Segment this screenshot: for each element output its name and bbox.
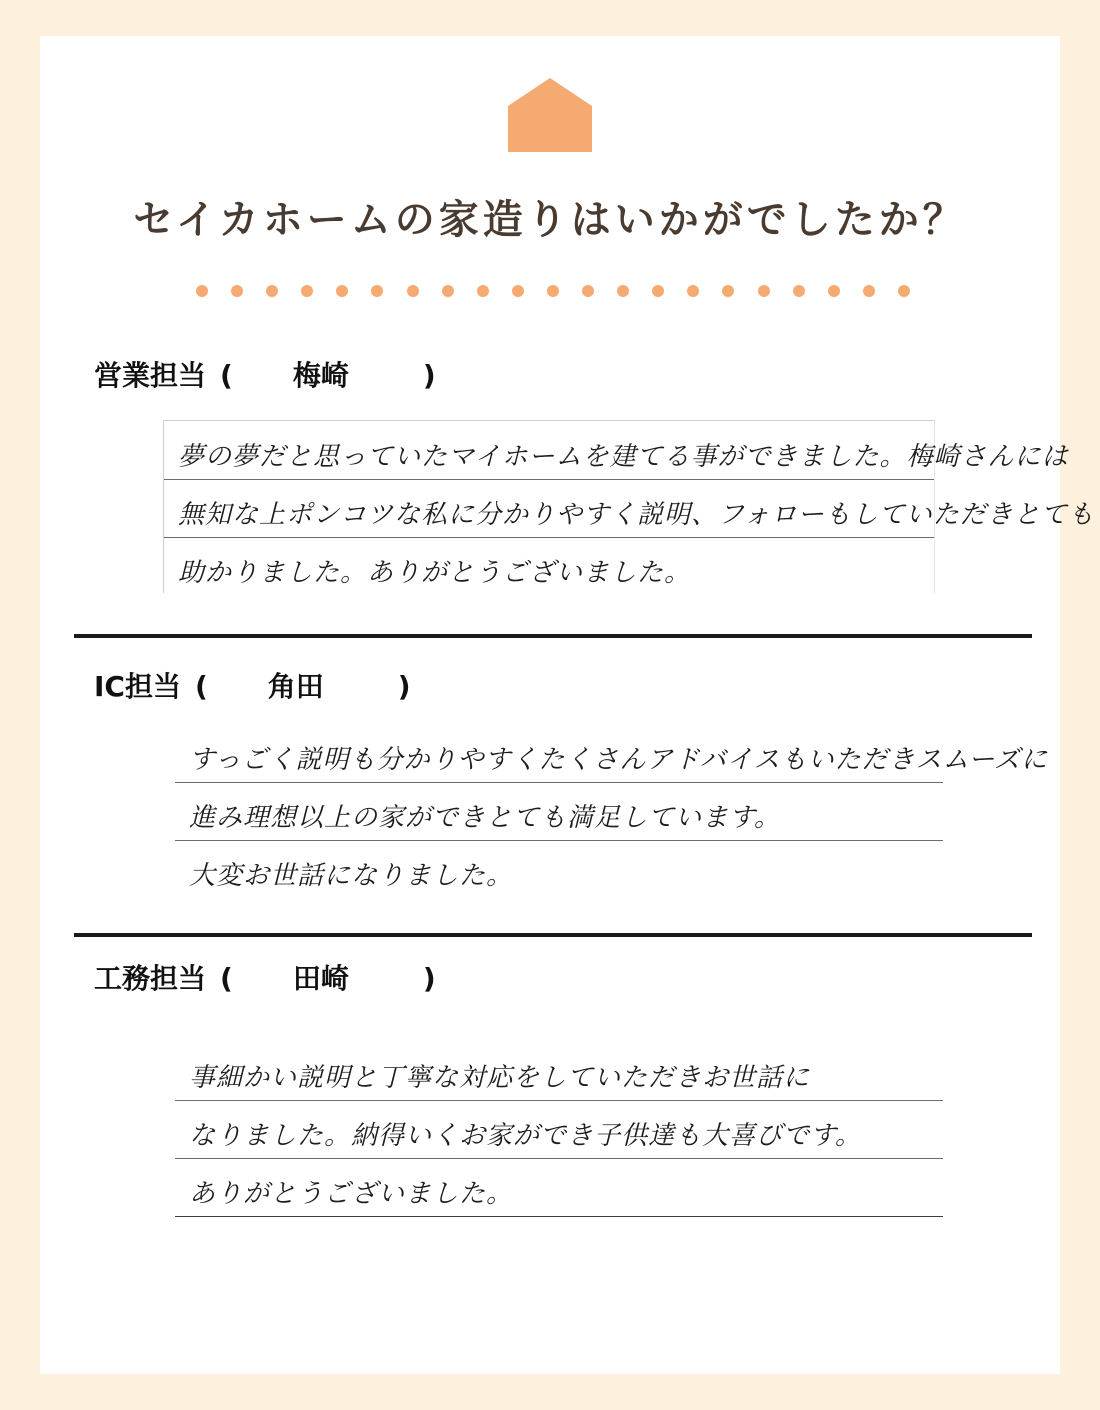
note-line xyxy=(175,724,1049,783)
handwritten-note-sales xyxy=(163,420,1095,593)
dotted-divider xyxy=(196,284,910,298)
note-text: すっごく説明も分かりやすくたくさんアドバイスもいただきスムーズに xyxy=(189,745,1049,775)
page-title: セイカホームの家造りはいかがでしたか？ xyxy=(133,197,967,243)
paren-close: ) xyxy=(422,962,436,995)
note-text: 助かりました。ありがとうございました。 xyxy=(178,558,692,588)
staff-name: 梅崎 xyxy=(292,359,349,392)
note-line xyxy=(164,537,934,595)
house-icon xyxy=(508,78,592,152)
section-divider xyxy=(74,933,1032,937)
paren-open: ( xyxy=(220,359,233,392)
note-text: 事細かい説明と丁寧な対応をしていただきお世話に xyxy=(189,1063,811,1093)
paren-open: ( xyxy=(194,670,208,703)
note-line xyxy=(175,840,943,898)
note-text: 夢の夢だと思っていたマイホームを建てる事ができました。梅崎さんには xyxy=(178,442,1069,472)
note-text: 無知な上ポンコツな私に分かりやすく説明、フォローもしていただきとても xyxy=(178,500,1095,530)
note-line xyxy=(175,1100,943,1159)
handwritten-note-construction xyxy=(175,1042,943,1220)
staff-name: 田崎 xyxy=(292,962,349,995)
paren-close: ) xyxy=(422,359,436,392)
role-label: 工務担当 xyxy=(94,962,207,995)
paren-close: ) xyxy=(397,670,411,703)
section-divider xyxy=(74,634,1032,638)
note-line xyxy=(175,782,943,841)
ic-staff-label xyxy=(94,665,411,705)
note-line xyxy=(175,1042,943,1101)
note-line xyxy=(164,421,1069,480)
note-text: なりました。納得いくお家ができ子供達も大喜びです。 xyxy=(189,1121,862,1151)
handwritten-note-ic xyxy=(175,724,1049,900)
role-label: IC担当 xyxy=(94,670,181,703)
note-text: 大変お世話になりました。 xyxy=(189,861,514,891)
note-text: ありがとうございました。 xyxy=(189,1179,514,1209)
sales-staff-label xyxy=(94,354,436,394)
note-line xyxy=(175,1158,943,1217)
role-label: 営業担当 xyxy=(94,359,207,392)
staff-name: 角田 xyxy=(267,670,324,703)
note-line xyxy=(164,479,1095,538)
construction-staff-label xyxy=(94,957,436,997)
note-text: 進み理想以上の家ができとても満足しています。 xyxy=(189,803,781,833)
paren-open: ( xyxy=(220,962,233,995)
